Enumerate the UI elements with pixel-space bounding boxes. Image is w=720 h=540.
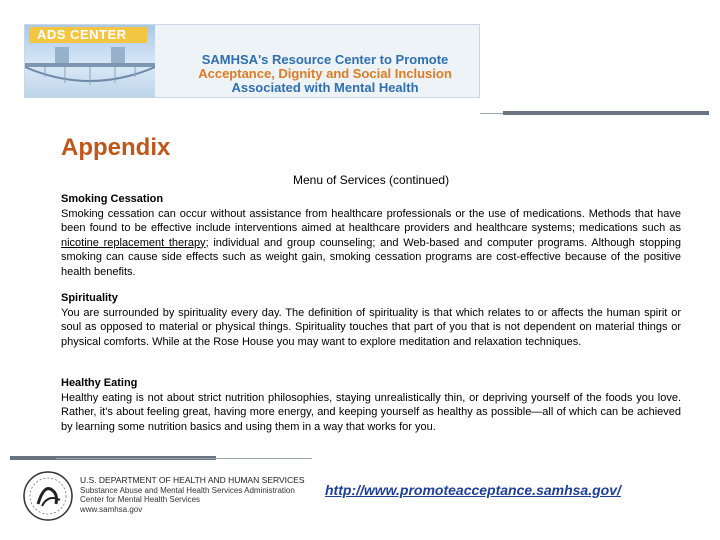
nicotine-therapy-link[interactable]: nicotine replacement therapy (61, 236, 206, 249)
section-heading: Spirituality (61, 292, 118, 304)
section-spirituality (61, 291, 681, 349)
hhs-web: www.samhsa.gov (80, 504, 143, 514)
section-heading: Smoking Cessation (61, 193, 164, 205)
bridge-image (25, 25, 155, 98)
hhs-logo-text (80, 476, 305, 514)
page-title: Appendix (61, 134, 171, 161)
page-subtitle: Menu of Services (continued) (293, 173, 450, 187)
section-body-text: Smoking cessation can occur without assistance from healthcare professionals or the use of medications. Methods that have been found to be effective include interventions aimed at healthcare providers and healthcare systems; medications such as (61, 207, 681, 235)
section-heading: Healthy Eating (61, 377, 138, 389)
section-smoking-cessation (61, 192, 681, 280)
bottom-divider-thin (56, 458, 312, 459)
banner-line-2: Acceptance, Dignity and Social Inclusion (198, 66, 452, 81)
header-banner (24, 24, 480, 98)
section-body-text: ; individual and group counseling; and Web-based and computer programs. Although stopping smoking can cause side effects such as weight gain, smoking cessation programs are cost-effective because of the positive health benefits. (61, 236, 681, 278)
hhs-department: U.S. DEPARTMENT OF HEALTH AND HUMAN SERVICES (80, 475, 305, 485)
section-body: Healthy eating is not about strict nutrition philosophies, staying unrealistically thin, or depriving yourself of the foods you love. Rather, it's about feeling great, having more energy, and keeping yourself as healthy as possible—all of which can be achieved by learning some nutrition basics and using them in a way that works for you. (61, 391, 681, 433)
hhs-center: Center for Mental Health Services (80, 495, 201, 504)
hhs-agency: Substance Abuse and Mental Health Services Administration (80, 485, 295, 495)
banner-line-1: SAMHSA's Resource Center to Promote (201, 52, 449, 67)
banner-text (175, 53, 475, 95)
section-body: You are surrounded by spirituality every day. The definition of spirituality is that which relates to or affects the human spirit or soul as opposed to material or physical things. Spirituality touches that part of you that is not dependent on material things or physical comforts. While at the Rose House you may want to explore meditation and relaxation techniques. (61, 306, 681, 348)
top-divider-thick (503, 111, 709, 115)
bridge-icon (25, 43, 155, 98)
section-body (61, 207, 681, 280)
hhs-seal-icon (22, 470, 74, 522)
section-healthy-eating (61, 376, 681, 434)
footer-url-link[interactable]: http://www.promoteacceptance.samhsa.gov/ (325, 482, 621, 498)
ads-center-logo: ADS CENTER (29, 27, 147, 43)
banner-line-3: Associated with Mental Health (231, 80, 419, 95)
